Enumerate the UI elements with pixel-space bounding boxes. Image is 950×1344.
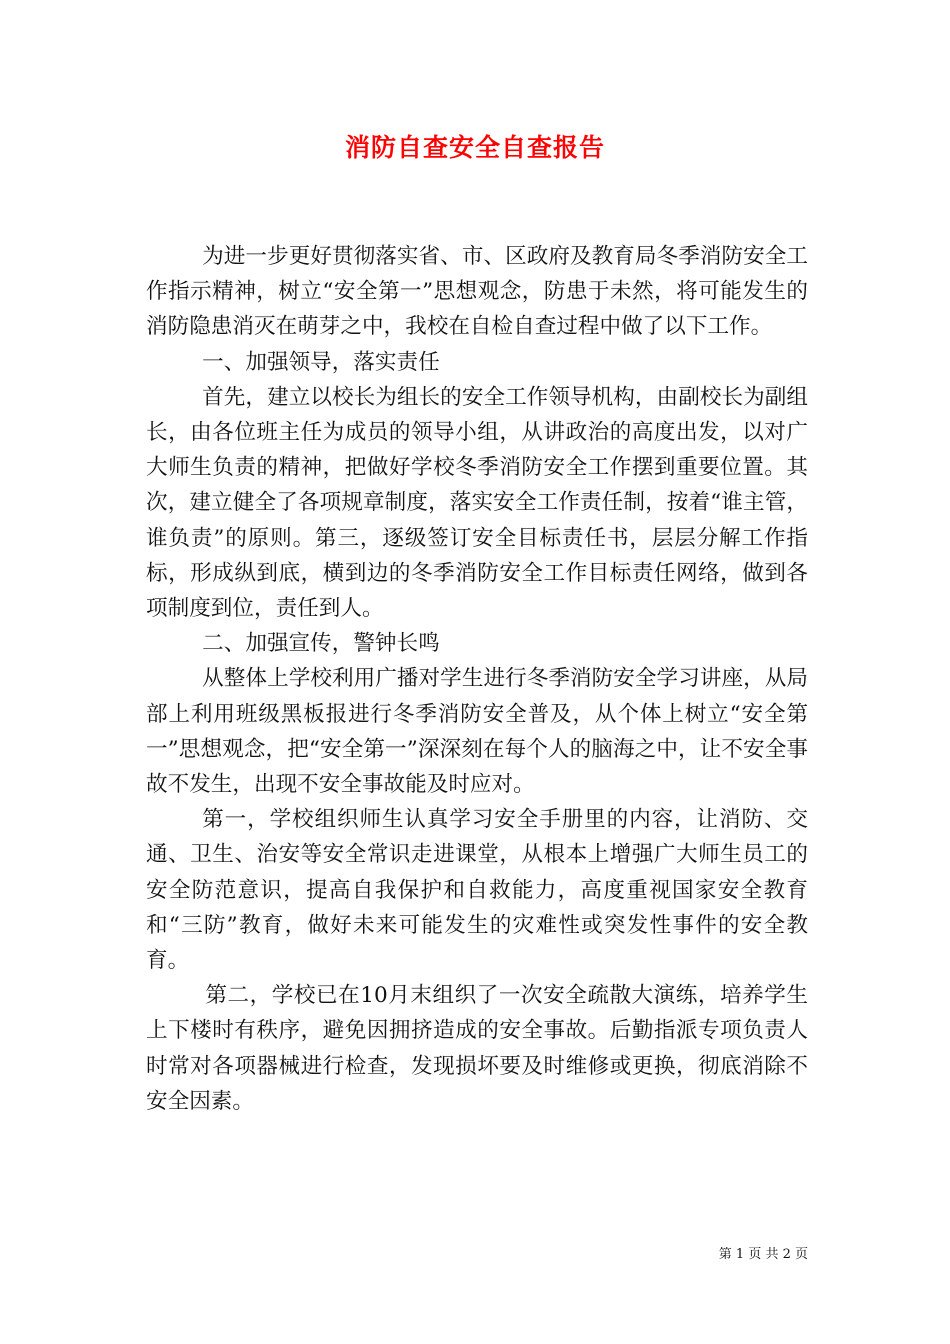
document-body xyxy=(146,239,808,1119)
section-heading-1: 一、加强领导，落实责任 xyxy=(202,349,440,375)
section-2-paragraph: 从整体上学校利用广播对学生进行冬季消防安全学习讲座，从局部上利用班级黑板报进行冬季消防安全普及，从个体上树立“安全第一”思想观念，把“安全第一”深深刻在每个人的脑海之中，让不安全事故不发生，出现不安全事故能及时应对。 xyxy=(146,666,808,798)
page-number: 第 1 页 共 2 页 xyxy=(718,1247,808,1262)
section-heading-2: 二、加强宣传，警钟长鸣 xyxy=(202,631,440,657)
section-1-paragraph: 首先，建立以校长为组长的安全工作领导机构，由副校长为副组长，由各位班主任为成员的领导小组，从讲政治的高度出发，以对广大师生负责的精神，把做好学校冬季消防安全工作摆到重要位置。其次，建立健全了各项规章制度，落实安全工作责任制，按着“谁主管，谁负责”的原则。第三，逐级签订安全目标责任书，层层分解工作指标，形成纵到底，横到边的冬季消防安全工作目标责任网络，做到各项制度到位，责任到人。 xyxy=(146,384,808,622)
section-2-item-2: 第二，学校已在10月末组织了一次安全疏散大演练，培养学生上下楼时有秩序，避免因拥挤造成的安全事故。后勤指派专项负责人时常对各项器械进行检查，发现损坏要及时维修或更换，彻底消除不安全因素。 xyxy=(146,983,808,1114)
intro-paragraph: 为进一步更好贯彻落实省、市、区政府及教育局冬季消防安全工作指示精神，树立“安全第一”思想观念，防患于未然，将可能发生的消防隐患消灭在萌芽之中，我校在自检自查过程中做了以下工作。 xyxy=(146,244,808,340)
document-title: 消防自查安全自查报告 xyxy=(344,133,605,162)
section-2-item-1: 第一，学校组织师生认真学习安全手册里的内容，让消防、交通、卫生、治安等安全常识走进课堂，从根本上增强广大师生员工的安全防范意识，提高自我保护和自救能力，高度重视国家安全教育和“三防”教育，做好未来可能发生的灾难性或突发性事件的安全教育。 xyxy=(146,807,808,974)
